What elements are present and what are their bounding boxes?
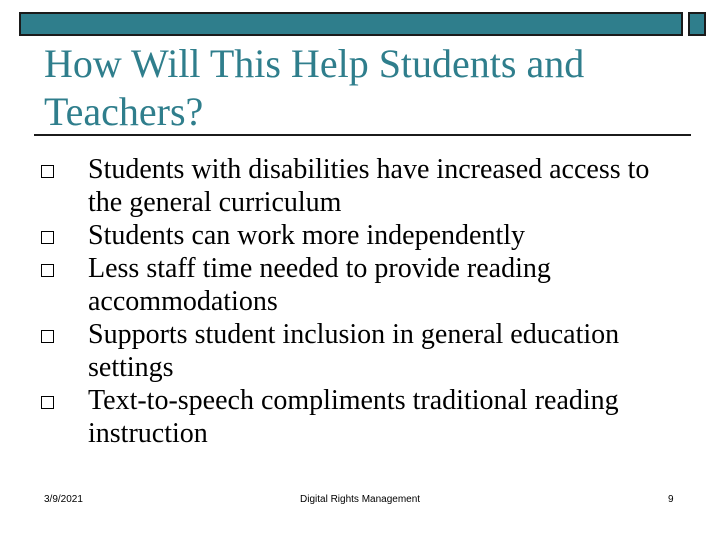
hollow-square-bullet-icon (41, 264, 54, 277)
bullet-text: Less staff time needed to provide reading accommodations (88, 253, 551, 317)
bullet-item (38, 384, 688, 450)
bullet-item (38, 318, 688, 384)
bullet-text: Students can work more independently (88, 220, 526, 251)
page-number: 9 (668, 494, 674, 505)
bullet-item (38, 153, 688, 219)
bullet-text: Text-to-speech compliments traditional reading instruction (88, 385, 619, 449)
hollow-square-bullet-icon (41, 396, 54, 409)
hollow-square-bullet-icon (41, 165, 54, 178)
footer-date: 3/9/2021 (44, 494, 83, 505)
title-divider (34, 134, 691, 136)
header-accent-bar (19, 12, 683, 36)
footer-title: Digital Rights Management (300, 494, 421, 505)
hollow-square-bullet-icon (41, 231, 54, 244)
corner-accent-box (688, 12, 706, 36)
bullet-text: Students with disabilities have increased access to the general curriculum (88, 154, 650, 218)
bullet-item (38, 252, 688, 318)
bullet-text: Supports student inclusion in general education settings (88, 319, 620, 383)
bullet-list (38, 153, 688, 450)
slide-title: How Will This Help Students and Teachers? (44, 41, 585, 134)
bullet-item (38, 219, 688, 252)
hollow-square-bullet-icon (41, 330, 54, 343)
